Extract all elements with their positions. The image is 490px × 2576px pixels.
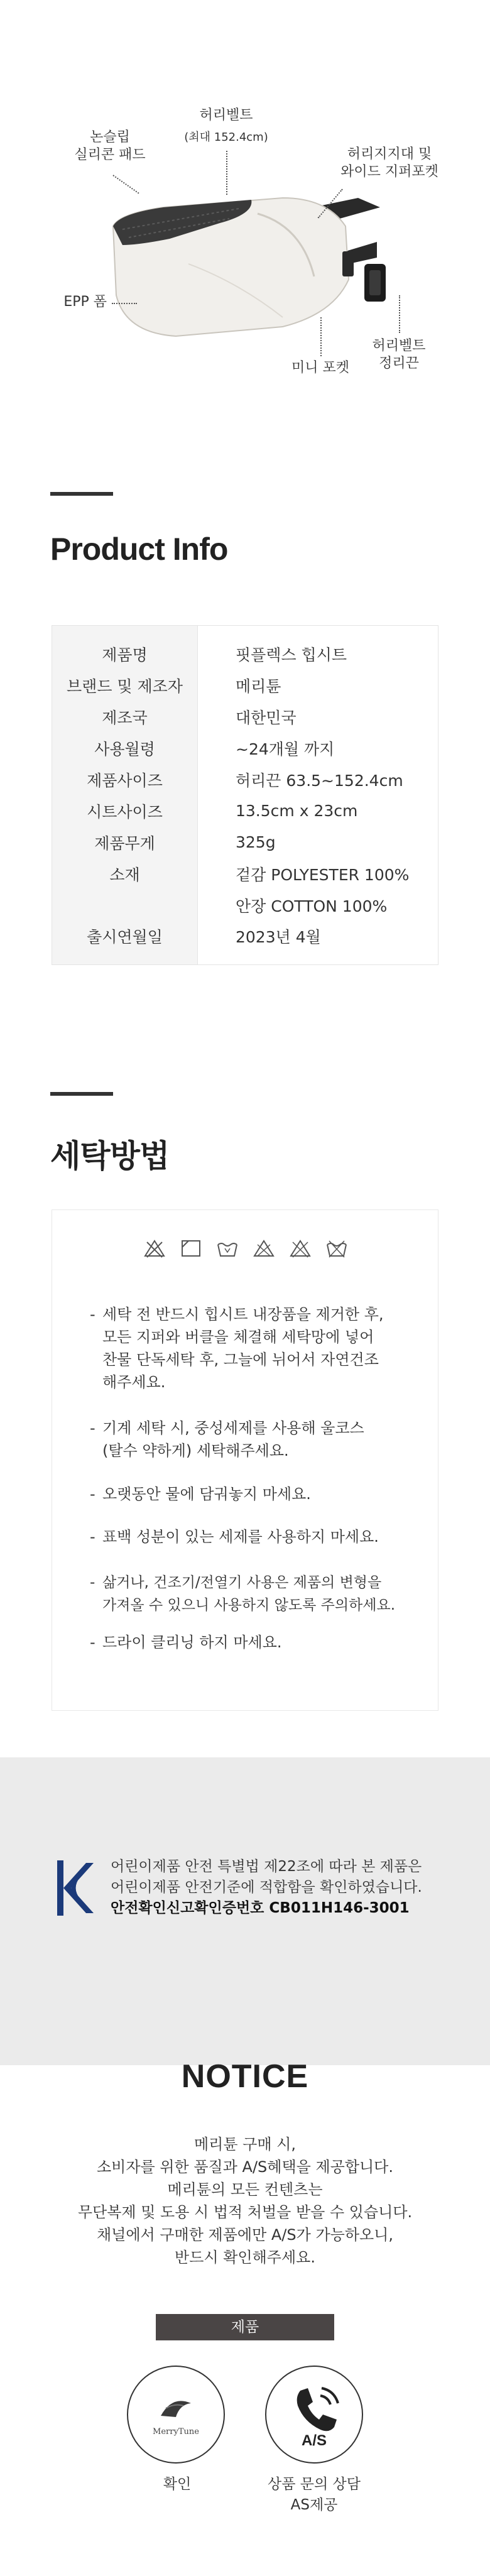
- merrytune-logo-icon: [128, 2367, 224, 2462]
- notice-line: 반드시 확인해주세요.: [175, 2249, 315, 2266]
- info-row: [52, 827, 438, 858]
- label-waist-belt-max: (최대 152.4cm): [184, 131, 268, 144]
- label-belt-strap: 허리벨트 정리끈: [372, 338, 426, 371]
- info-key: 출시연월일: [52, 921, 198, 965]
- info-row: [52, 626, 438, 670]
- caption-confirm: 확인: [163, 2476, 192, 2492]
- brand-logo-circle: [127, 2366, 225, 2464]
- dry-flat-icon: [180, 1238, 202, 1258]
- kc-cert-number: 안전확인신고확인증번호 CB011H146-3001: [111, 1900, 410, 1916]
- notice-line: 소비자를 위한 품질과 A/S혜택을 제공합니다.: [96, 2158, 393, 2176]
- info-key: 브랜드 및 제조자: [52, 670, 198, 701]
- as-service-circle: [265, 2366, 363, 2464]
- leader-line: [320, 317, 322, 356]
- info-value: 겉감 POLYESTER 100%: [198, 858, 438, 890]
- no-dry-clean-icon: [325, 1238, 348, 1258]
- info-row: [52, 764, 438, 795]
- info-key: 제품무게: [52, 827, 198, 858]
- info-value: 메리튠: [198, 670, 438, 701]
- no-bleach-icon: [143, 1238, 166, 1258]
- care-icons: [52, 1238, 439, 1258]
- info-row: [52, 795, 438, 827]
- kc-line-1: 어린이제품 안전 특별법 제22조에 따라 본 제품은: [111, 1858, 422, 1875]
- wash-instruction: - 표백 성분이 있는 세제를 사용하지 마세요.: [90, 1528, 379, 1546]
- kc-mark-icon: [53, 1857, 96, 1919]
- info-row: [52, 670, 438, 701]
- notice-body: [0, 2133, 490, 2269]
- wash-instruction: - 기계 세탁 시, 중성세제를 사용해 울코스 (탈수 약하게) 세탁해주세요.: [90, 1419, 364, 1460]
- info-value: 대한민국: [198, 701, 438, 733]
- info-value: ~24개월 까지: [198, 733, 438, 764]
- washing-box: [52, 1209, 438, 1711]
- hand-wash-icon: [216, 1238, 239, 1258]
- wash-instruction: - 드라이 클리닝 하지 마세요.: [90, 1634, 282, 1651]
- hip-seat-illustration: [94, 170, 389, 358]
- notice-line: 채널에서 구매한 제품에만 A/S가 가능하오니,: [96, 2226, 393, 2244]
- info-value: 허리끈 63.5~152.4cm: [198, 764, 438, 795]
- wash-instruction: - 오랫동안 물에 담궈놓지 마세요.: [90, 1485, 311, 1503]
- product-diagram: [0, 0, 490, 402]
- info-value: 13.5cm x 23cm: [198, 795, 438, 827]
- notice-line: 메리튠의 모든 컨텐츠는: [167, 2181, 323, 2198]
- no-dryer-icon: [253, 1238, 275, 1258]
- product-info-table: [52, 625, 438, 965]
- notice-line: 무단복제 및 도용 시 법적 처벌을 받을 수 있습니다.: [77, 2203, 413, 2221]
- section-bar: [50, 492, 113, 496]
- info-key: [52, 890, 198, 921]
- leader-line: [112, 303, 137, 304]
- info-row: [52, 890, 438, 921]
- wash-instruction: - 세탁 전 반드시 힙시트 내장품을 제거한 후, 모든 지퍼와 버클을 체결해 세탁망에 넣어 찬물 단독세탁 후, 그늘에 뉘어서 자연건조 해주세요.: [90, 1306, 384, 1391]
- wash-instruction: - 삶거나, 건조기/전열기 사용은 제품의 변형을 가져올 수 있으니 사용하지 않도록 주의하세요.: [90, 1575, 396, 1613]
- label-nonslip-pad: 논슬립 실리콘 패드: [74, 129, 146, 163]
- as-badge: A/S: [301, 2432, 327, 2449]
- info-value: 안장 COTTON 100%: [198, 890, 438, 921]
- leader-line: [226, 151, 227, 195]
- notice-line: 메리튠 구매 시,: [194, 2136, 296, 2153]
- info-key: 시트사이즈: [52, 795, 198, 827]
- caption-as-service: 상품 문의 상담 AS제공: [268, 2476, 361, 2513]
- section-bar: [50, 1092, 113, 1096]
- info-key: 제품사이즈: [52, 764, 198, 795]
- info-row: [52, 733, 438, 764]
- info-value: 2023년 4월: [198, 921, 438, 965]
- label-epp-foam: EPP 폼: [63, 294, 107, 310]
- info-row: [52, 921, 438, 965]
- kc-line-2: 어린이제품 안전기준에 적합함을 확인하였습니다.: [111, 1879, 422, 1896]
- notice-title: NOTICE: [181, 2058, 309, 2095]
- info-value: 325g: [198, 827, 438, 858]
- washing-title: 세탁방법: [50, 1138, 170, 1174]
- info-row: [52, 701, 438, 733]
- info-value: 핏플렉스 힙시트: [198, 626, 438, 670]
- kc-text: [111, 1857, 462, 1919]
- label-waist-belt: 허리벨트: [199, 107, 253, 123]
- no-iron-icon: [289, 1238, 312, 1258]
- label-mini-pocket: 미니 포켓: [291, 360, 349, 376]
- leader-line: [399, 295, 400, 333]
- info-key: 소재: [52, 858, 198, 890]
- product-tab[interactable]: 제품: [156, 2314, 334, 2340]
- info-key: 사용월령: [52, 733, 198, 764]
- info-key: 제조국: [52, 701, 198, 733]
- info-row: [52, 858, 438, 890]
- logo-wordmark: MerryTune: [153, 2427, 199, 2437]
- product-info-title: Product Info: [50, 532, 228, 567]
- label-waist-support: 허리지지대 및 와이드 지퍼포켓: [340, 146, 438, 180]
- info-key: 제품명: [52, 626, 198, 670]
